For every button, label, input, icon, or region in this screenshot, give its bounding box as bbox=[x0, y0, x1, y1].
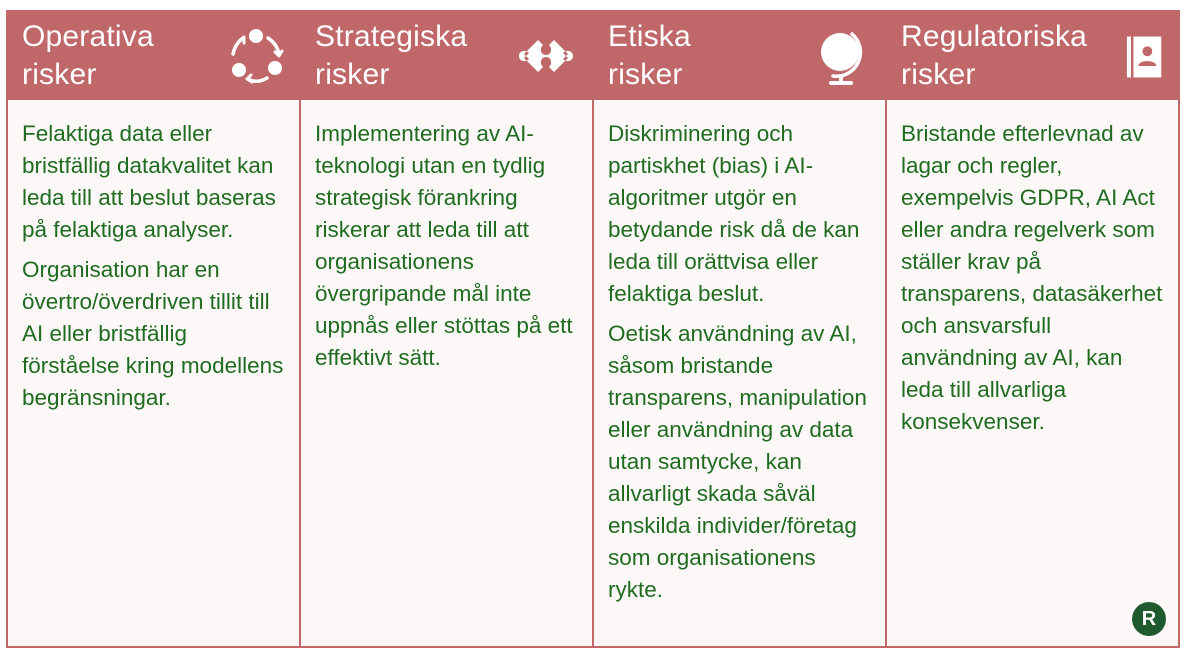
column-body bbox=[887, 102, 1178, 646]
column-header bbox=[8, 12, 299, 102]
column-title bbox=[901, 18, 1087, 94]
column-header bbox=[594, 12, 885, 102]
title-line-1: Etiska bbox=[608, 20, 691, 53]
title-line-1: Strategiska bbox=[315, 20, 468, 53]
column-etiska bbox=[594, 12, 887, 646]
puzzle-piece-icon bbox=[516, 24, 582, 90]
paragraph: Implementering av AI-teknologi utan en tydlig strategisk förankring riskerar att leda till att organisationens övergripande mål inte uppnås eller stöttas på ett effektivt sätt. bbox=[315, 121, 573, 370]
column-operativa bbox=[8, 12, 301, 646]
title-line-2: risker bbox=[608, 58, 683, 91]
title-line-1: Regulatoriska bbox=[901, 20, 1088, 53]
column-title bbox=[22, 18, 154, 94]
cycle-arrows-icon bbox=[223, 24, 289, 90]
column-header bbox=[887, 12, 1178, 102]
title-line-2: risker bbox=[22, 58, 97, 91]
address-book-icon bbox=[1122, 24, 1176, 90]
column-body bbox=[8, 102, 299, 646]
risk-table bbox=[6, 10, 1180, 648]
globe-icon bbox=[809, 24, 875, 90]
paragraph: Oetisk användning av AI, såsom bristande transparens, manipulation eller användning av data utan samtycke, kan allvarligt skada såväl enskilda individer/företag som organisationens rykte. bbox=[608, 321, 867, 602]
title-line-2: risker bbox=[315, 58, 390, 91]
title-line-2: risker bbox=[901, 58, 976, 91]
paragraph: Bristande efterlevnad av lagar och regler, exempelvis GDPR, AI Act eller andra regelverk som ställer krav på transparens, datasäkerhet och ansvarsfull användning av AI, kan leda till allvarliga konsekvenser. bbox=[901, 121, 1163, 434]
column-regulatoriska bbox=[887, 12, 1178, 646]
column-body bbox=[594, 102, 885, 646]
column-strategiska bbox=[301, 12, 594, 646]
paragraph: Diskriminering och partiskhet (bias) i AI-algoritmer utgör en betydande risk då de kan leda till orättvisa eller felaktiga beslut. bbox=[608, 121, 860, 306]
brand-logo: R bbox=[1132, 602, 1166, 636]
column-title bbox=[608, 18, 691, 94]
column-title bbox=[315, 18, 467, 94]
column-body bbox=[301, 102, 592, 646]
title-line-1: Operativa bbox=[22, 20, 154, 53]
paragraph: Organisation har en övertro/överdriven tillit till AI eller bristfällig förståelse kring modellens begränsningar. bbox=[22, 257, 284, 410]
paragraph: Felaktiga data eller bristfällig datakvalitet kan leda till att beslut baseras på felaktiga analyser. bbox=[22, 121, 276, 242]
column-header bbox=[301, 12, 592, 102]
